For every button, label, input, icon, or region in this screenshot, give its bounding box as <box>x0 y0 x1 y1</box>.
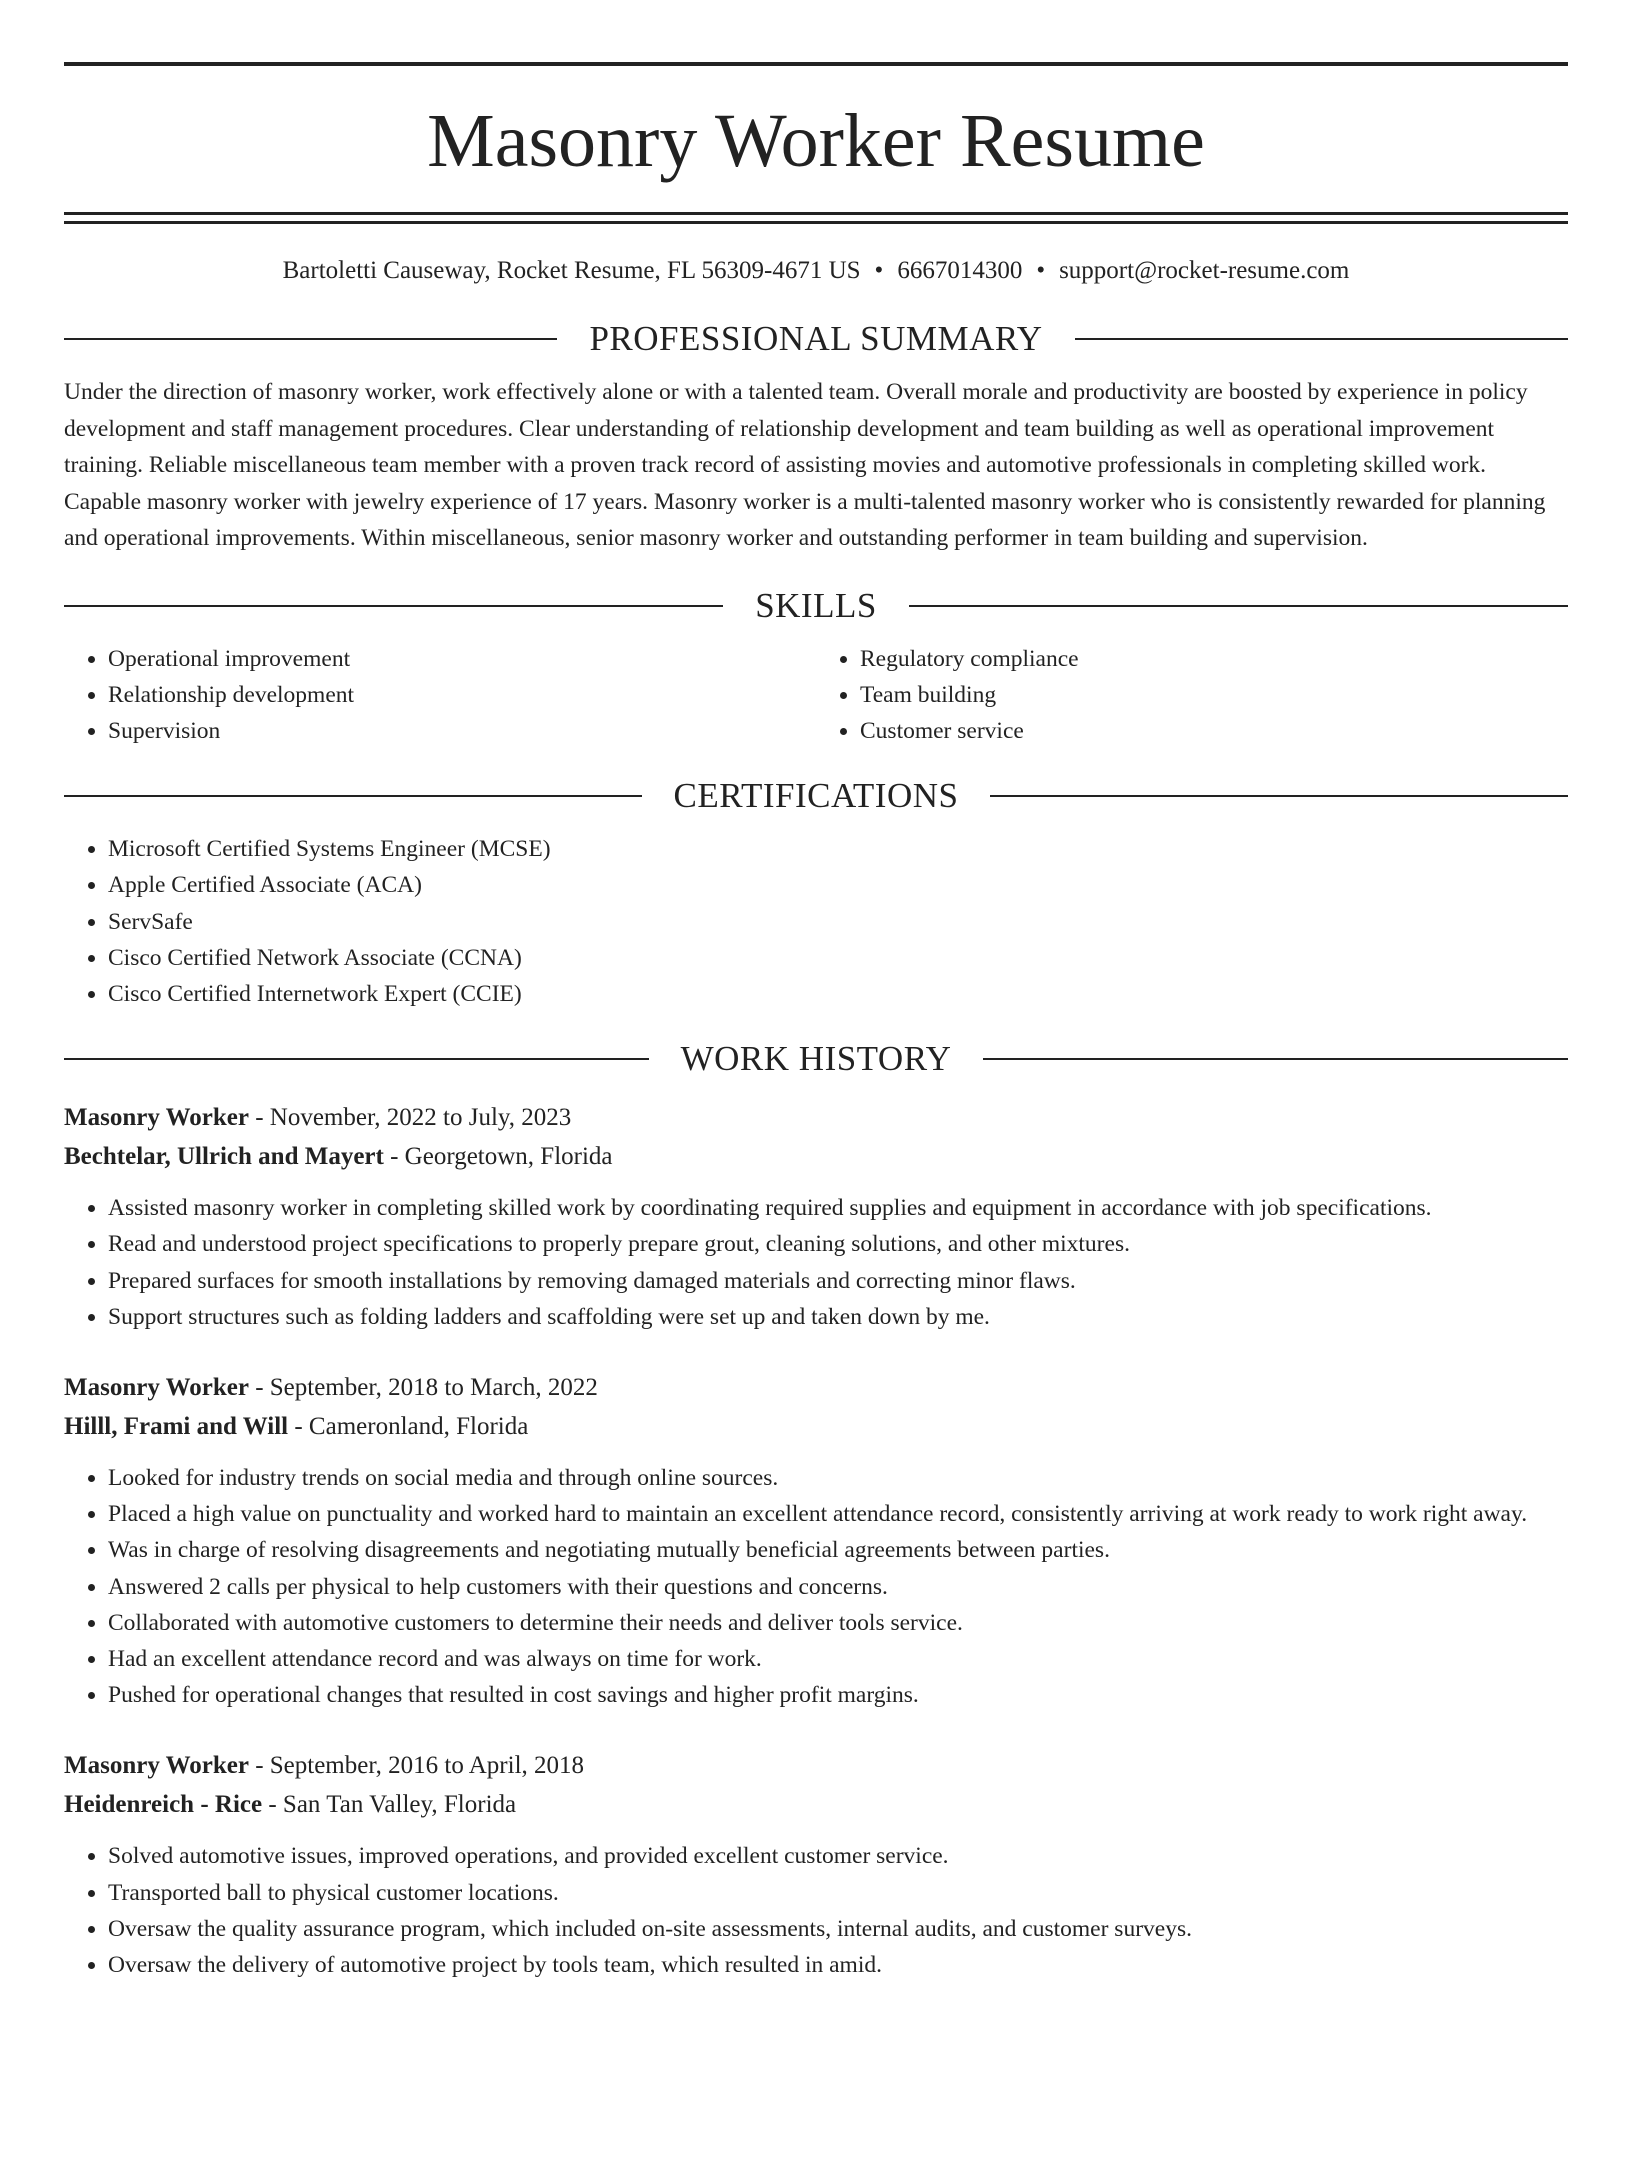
job-bullet: • Support structures such as folding ladders and scaffolding were set up and taken down by me. <box>108 1299 1568 1335</box>
section-header-work-history <box>64 1038 1568 1080</box>
summary-text: Under the direction of masonry worker, work effectively alone or with a talented team. Overall morale and productivity are boosted by experience in policy development and staff management procedures. Clear understanding of relationship development and team building as well as operational improvement training. Reliable miscellaneous team member with a proven track record of assisting movies and automotive professionals in completing skilled work. Capable masonry worker with jewelry experience of 17 years. Masonry worker is a multi-talented masonry worker who is consistently rewarded for planning and operational improvements. Within miscellaneous, senior masonry worker and outstanding performer in team building and supervision. <box>64 379 1546 551</box>
job-bullets <box>64 1460 1568 1713</box>
job-company-line <box>64 1407 1568 1446</box>
job-bullet: • Assisted masonry worker in completing skilled work by coordinating required supplies and equipment in accordance with job specifications. <box>108 1190 1568 1226</box>
job-bullet: • Was in charge of resolving disagreements and negotiating mutually beneficial agreements between parties. <box>108 1532 1568 1568</box>
skills-columns <box>64 641 1568 750</box>
job-bullet: • Oversaw the quality assurance program, which included on-site assessments, internal audits, and customer surveys. <box>108 1911 1568 1947</box>
job-bullet: • Collaborated with automotive customers to determine their needs and deliver tools service. <box>108 1605 1568 1641</box>
job-bullet: • Looked for industry trends on social media and through online sources. <box>108 1460 1568 1496</box>
contact-line <box>64 256 1568 286</box>
job-role: Masonry Worker <box>64 1373 249 1401</box>
job-bullets <box>64 1838 1568 1983</box>
job-bullet: • Answered 2 calls per physical to help customers with their questions and concerns. <box>108 1569 1568 1605</box>
divider <box>64 605 723 607</box>
job-location: - San Tan Valley, Florida <box>262 1791 517 1819</box>
job-company: Hilll, Frami and Will <box>64 1412 289 1440</box>
certification-item: • ServSafe <box>108 904 1568 940</box>
job-location: - Georgetown, Florida <box>383 1143 613 1171</box>
job-bullet: • Oversaw the delivery of automotive project by tools team, which resulted in amid. <box>108 1947 1568 1983</box>
job-bullets <box>64 1190 1568 1335</box>
job-dates: - September, 2016 to April, 2018 <box>248 1752 585 1780</box>
skill-item: • Regulatory compliance <box>860 641 1568 677</box>
job-dates: - September, 2018 to March, 2022 <box>248 1373 598 1401</box>
certification-item: • Cisco Certified Network Associate (CCNA) <box>108 940 1568 976</box>
section-title-summary: PROFESSIONAL SUMMARY <box>589 319 1043 358</box>
skill-item: • Team building <box>860 677 1568 713</box>
job-role: Masonry Worker <box>64 1104 249 1132</box>
certification-item: • Microsoft Certified Systems Engineer (MCSE) <box>108 831 1568 867</box>
job-company-line <box>64 1785 1568 1824</box>
section-header-certifications <box>64 775 1568 817</box>
divider <box>983 1058 1568 1060</box>
divider <box>64 1058 649 1060</box>
job-title-line <box>64 1098 1568 1137</box>
skill-item: • Supervision <box>108 713 816 749</box>
divider <box>909 605 1568 607</box>
divider <box>64 795 642 797</box>
contact-email: support@rocket-resume.com <box>1059 257 1350 284</box>
skills-list-left <box>64 641 816 750</box>
section-header-summary <box>64 318 1568 360</box>
skill-item: • Operational improvement <box>108 641 816 677</box>
section-header-skills <box>64 585 1568 627</box>
job-entry <box>64 1746 1568 1983</box>
job-bullet: • Read and understood project specifications to properly prepare grout, cleaning solutions, and other mixtures. <box>108 1226 1568 1262</box>
job-bullet: • Pushed for operational changes that resulted in cost savings and higher profit margins. <box>108 1677 1568 1713</box>
job-company: Bechtelar, Ullrich and Mayert <box>64 1143 384 1171</box>
contact-separator: • <box>1036 257 1046 284</box>
job-bullet: • Solved automotive issues, improved operations, and provided excellent customer service. <box>108 1838 1568 1874</box>
job-role: Masonry Worker <box>64 1752 249 1780</box>
contact-phone: 6667014300 <box>897 257 1023 284</box>
certification-item: • Cisco Certified Internetwork Expert (CCIE) <box>108 976 1568 1012</box>
skill-item: • Customer service <box>860 713 1568 749</box>
section-title-skills: SKILLS <box>755 585 877 625</box>
job-entry <box>64 1098 1568 1335</box>
skill-item: • Relationship development <box>108 677 816 713</box>
resume-page <box>0 62 1632 2174</box>
job-title-line <box>64 1746 1568 1785</box>
skills-list-right <box>816 641 1568 750</box>
job-bullet: • Transported ball to physical customer locations. <box>108 1875 1568 1911</box>
divider <box>990 795 1568 797</box>
section-title-certifications: CERTIFICATIONS <box>673 776 959 816</box>
job-company-line <box>64 1137 1568 1176</box>
job-bullet: • Had an excellent attendance record and was always on time for work. <box>108 1641 1568 1677</box>
certification-item: • Apple Certified Associate (ACA) <box>108 867 1568 903</box>
job-dates: - November, 2022 to July, 2023 <box>248 1104 572 1132</box>
job-company: Heidenreich - Rice <box>64 1791 263 1819</box>
title-double-rule <box>64 212 1568 224</box>
page-title: Masonry Worker Resume <box>427 99 1205 183</box>
job-bullet: • Placed a high value on punctuality and worked hard to maintain an excellent attendance record, consistently arriving at work ready to work right away. <box>108 1496 1568 1532</box>
section-title-work-history: WORK HISTORY <box>680 1039 952 1079</box>
divider <box>1075 338 1568 340</box>
job-location: - Cameronland, Florida <box>288 1412 529 1440</box>
job-title-line <box>64 1368 1568 1407</box>
contact-separator: • <box>874 257 884 284</box>
divider <box>64 338 557 340</box>
job-entry <box>64 1368 1568 1713</box>
job-bullet: • Prepared surfaces for smooth installations by removing damaged materials and correcting minor flaws. <box>108 1263 1568 1299</box>
certifications-list <box>64 831 1568 1012</box>
contact-address: Bartoletti Causeway, Rocket Resume, FL 56309-4671 US <box>282 257 861 284</box>
top-rule <box>64 62 1568 66</box>
